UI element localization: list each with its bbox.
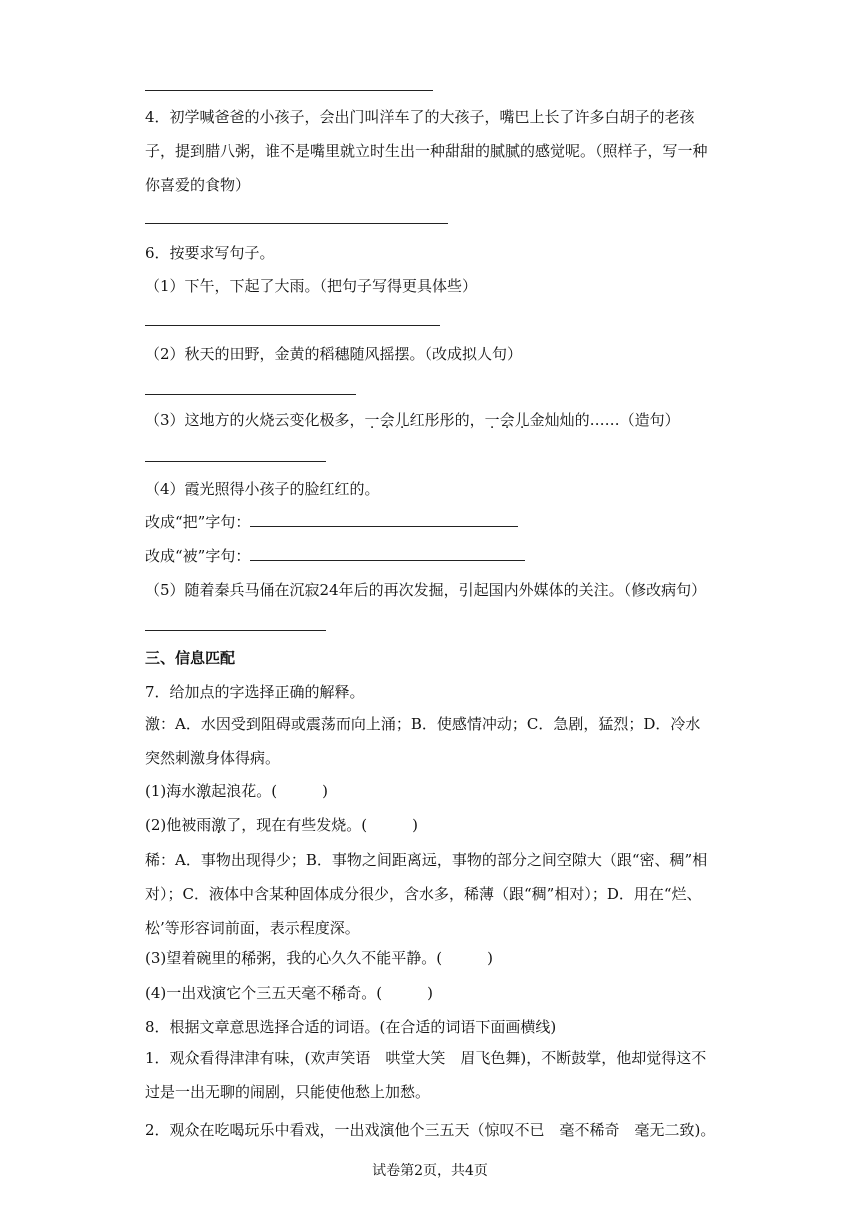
bei-label: 改成“被”字句： [145,547,251,565]
question-7-title: 7．给加点的字选择正确的解释。 [145,683,365,701]
ba-label: 改成“把”字句： [145,513,251,531]
answer-line-top [145,90,433,91]
item-text: (2)他被雨 [145,816,212,834]
ba-answer-line [250,512,518,527]
dotted-char: 儿 [514,411,530,429]
question-7-item-2 [145,815,418,835]
item-text: 起浪花。( ) [211,782,328,800]
item-3-text-end: 金灿灿的……（造句） [529,411,680,429]
dotted-char: 一 [364,411,380,429]
question-6-item-1: （1）下午，下起了大雨。（把句子写得更具体些） [145,277,478,295]
question-4-text: 4．初学喊爸爸的小孩子，会出门叫洋车了的大孩子，嘴巴上长了许多白胡子的老孩子，提到腊八粥，谁不是嘴里就立时生出一种甜甜的腻腻的感觉呢。（照样子，写一种你喜爱的食物） [145,108,708,194]
question-7-item-3 [145,948,493,968]
dotted-char: 稀 [331,984,347,1002]
ji-definitions: 激：A．水因受到阻碍或震荡而向上涌；B．使感情冲动；C．急剧，猛烈；D．冷水突然刺激身体得病。 [145,715,701,767]
item-text: (1)海水 [145,782,197,800]
answer-line-q6-1 [145,325,440,326]
item-text: 粥，我的心久久不能平静。( ) [256,949,493,967]
dotted-char: 会 [499,411,515,429]
answer-line-q4 [145,223,448,224]
dotted-char: 激 [211,816,227,834]
item-text: 奇。( ) [346,984,433,1002]
section-3-heading: 三、信息匹配 [145,649,236,667]
question-6-item-2: （2）秋天的田野，金黄的稻穗随风摇摆。（改成拟人句） [145,345,523,363]
question-8-item-1: 1．观众看得津津有味，(欢声笑语 哄堂大笑 眉飞色舞)，不断鼓掌，他却觉得这不过是一出无聊的闹剧，只能使他愁上加愁。 [145,1049,707,1101]
item-3-text-mid: 红彤彤的， [409,411,485,429]
dotted-char: 激 [196,782,212,800]
dotted-char: 会 [379,411,395,429]
question-8-title: 8．根据文章意思选择合适的词语。(在合适的词语下面画横线) [145,1018,557,1036]
question-7-item-1 [145,781,328,801]
bei-answer-line [250,546,525,561]
item-text: 了，现在有些发烧。( ) [226,816,418,834]
question-7-item-4 [145,983,433,1003]
bei-sentence-prompt [145,546,525,566]
question-8-item-2: 2．观众在吃喝玩乐中看戏，一出戏演他个三五天（惊叹不已 毫不稀奇 毫无二致)。 [145,1121,716,1139]
ba-sentence-prompt [145,512,518,532]
dotted-char: 稀 [241,949,257,967]
question-6-item-3 [145,410,680,430]
answer-line-q6-2 [145,394,356,395]
item-text: (3)望着碗里的 [145,949,242,967]
dotted-char: 一 [484,411,500,429]
item-text: (4)一出戏演它个三五天毫不 [145,984,332,1002]
question-6-title: 6．按要求写句子。 [145,244,275,262]
page-footer: 试卷第2页，共4页 [372,1163,488,1179]
answer-line-q6-3 [145,461,326,462]
dotted-char: 儿 [394,411,410,429]
item-3-text-start: （3）这地方的火烧云变化极多， [145,411,365,429]
answer-line-q6-5 [145,630,326,631]
xi-definitions: 稀：A．事物出现得少；B．事物之间距离远，事物的部分之间空隙大（跟“密、稠”相对）；C．液体中含某种固体成分很少，含水多，稀薄（跟“稠”相对）；D．用在“烂、松’等形容词前面，表示程度深。 [145,851,708,937]
question-6-item-4: （4）霞光照得小孩子的脸红红的。 [145,480,380,498]
question-6-item-5: （5）随着秦兵马俑在沉寂24年后的再次发掘，引起国内外媒体的关注。（修改病句） [145,581,707,599]
